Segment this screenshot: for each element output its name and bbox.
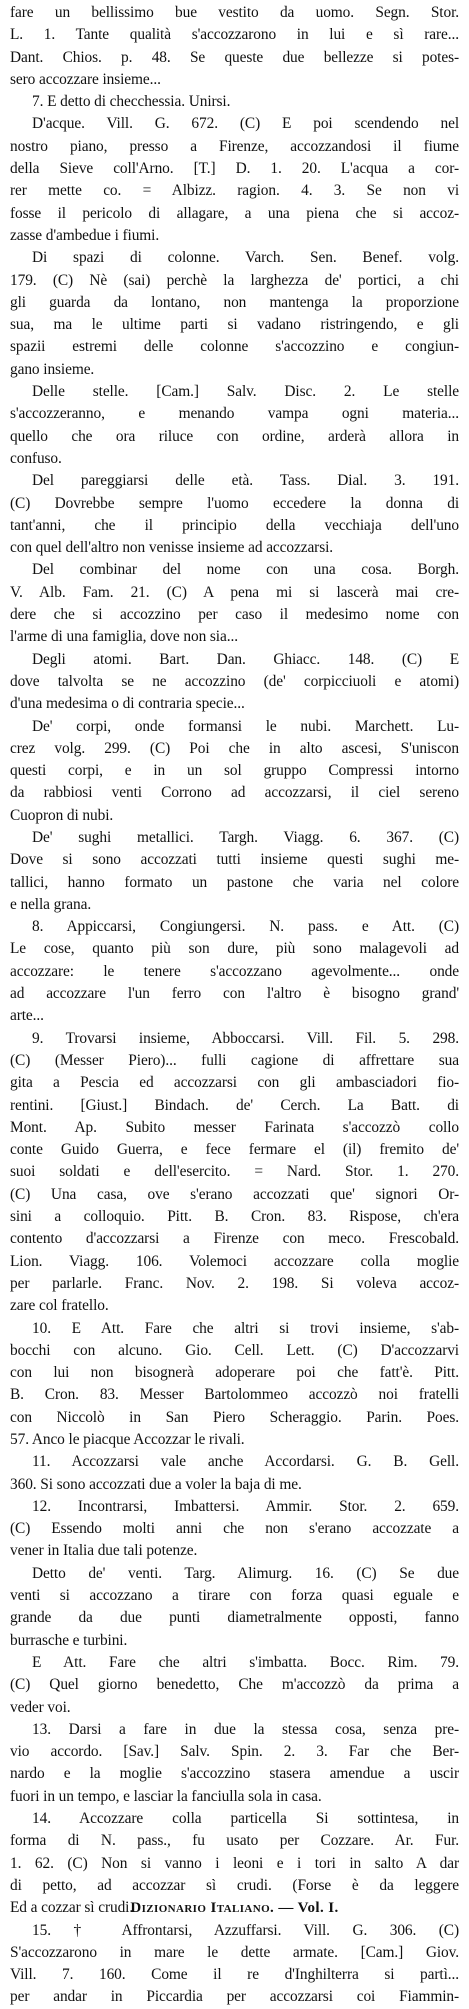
text-line: 57. Anco le piacque Accozzar le rivali. [10, 1431, 245, 1448]
text-line: l'arme di una famiglia, dove non sia... [10, 628, 238, 646]
text-line: dove talvolta se ne accozzino (de' corpicciuoli e atomi) [10, 672, 459, 690]
text-line: rentini. [Giust.] Bindach. de' Cerch. La Batt. di [10, 1096, 459, 1114]
text-line: Le cose, quanto più son dure, più sono malagevoli ad [10, 940, 459, 958]
text-line: crez volg. 299. (C) Poi che in alto ascesi, S'uniscon [10, 739, 459, 757]
text-line: fuori in un tempo, e lasciar la fanciulla sola in casa. [10, 1787, 322, 1805]
text-line: dere che si accozzino per caso il medesimo nome con [10, 606, 459, 624]
text-line: 10. E Att. Fare che altri si trovi insieme, s'ab- [32, 1319, 459, 1337]
text-line: conte Guido Guerra, e fece fermare el (il) fremito de' [10, 1141, 459, 1159]
text-line: d'una medesima o di contraria specie... [10, 695, 245, 713]
text-line: vener in Italia due tali potenze. [10, 1542, 198, 1560]
text-line: sini a colloquio. Pitt. B. Cron. 83. Rispose, ch'era [10, 1208, 459, 1226]
text-line: Mont. Ap. Subito messer Farinata s'accozzò collo [10, 1118, 459, 1136]
text-line: contento d'accozzarsi a Firenze con meco. Frescobald. [10, 1230, 459, 1248]
text-line: 179. (C) Nè (sai) perchè la larghezza de' portici, a chi [10, 271, 459, 289]
text-line: con lui non bisognerà adoperare poi che fatt'è. Pitt. [10, 1364, 459, 1382]
text-line: 14. Accozzare colla particella Si sottintesa, in [32, 1810, 459, 1828]
text-line: Dant. Chios. p. 48. Se queste due bellezze si potes- [10, 48, 459, 66]
text-line: gano insieme. [10, 360, 95, 378]
text-line: per andar in Piccardia per accozzarsi coi Fiammin- [10, 1988, 459, 2006]
text-line: 11. Accozzarsi vale anche Accordarsi. G. B. Gell. [32, 1453, 459, 1471]
text-line: S'accozzarono in mare le dette armate. [Cam.] Giov. [10, 1943, 459, 1961]
text-line: 9. Trovarsi insieme, Abboccarsi. Vill. Fil. 5. 298. [32, 1029, 459, 1047]
text-line: Del combinar del nome con una cosa. Borgh. [32, 561, 459, 579]
footer-separator: — [274, 1900, 298, 1916]
text-line: spazii estremi delle colonne s'accozzino e congiun- [10, 338, 459, 356]
text-line: sua, ma le ultime parti si vadano ristringendo, e gli [10, 316, 459, 334]
text-line: per parlarle. Franc. Nov. 2. 198. Si voleva accoz- [10, 1274, 459, 1292]
text-line: grande da due punti diametralmente opposti, fanno [10, 1609, 459, 1627]
text-line: della Sieve coll'Arno. [T.] D. 1. 20. L'acqua a cor- [10, 160, 459, 178]
text-line: e nella grana. [10, 895, 92, 913]
text-line: di petto, ad accozzar sì crudi. (Forse è da leggere [10, 1876, 459, 1894]
text-line: Delle stelle. [Cam.] Salv. Disc. 2. Le stelle [32, 383, 459, 401]
text-line: quello che ora riluce con ordine, arderà allora in [10, 427, 459, 445]
text-line: De' corpi, onde formansi le nubi. Marchett. Lu- [32, 717, 459, 735]
text-line: (C) Quel giorno benedetto, Che m'accozzò da prima a [10, 1676, 459, 1694]
text-line: 12. Incontrarsi, Imbattersi. Ammir. Stor. 2. 659. [32, 1497, 459, 1515]
text-line: gli guarda da lontano, non mantenga la proporzione [10, 293, 459, 311]
text-line: tant'anni, che il principio della vecchiaja dell'uno [10, 516, 459, 534]
text-line: Cuopron di nubi. [10, 806, 114, 824]
text-line: Ed a cozzar sì crudi. [10, 1899, 134, 1917]
text-line: veder voi. [10, 1698, 71, 1716]
text-line: fosse il pericolo di allagare, a una piena che si accoz- [10, 204, 459, 222]
text-line: De' sughi metallici. Targh. Viagg. 6. 367. (C) [32, 828, 459, 846]
text-line: Lion. Viagg. 106. Volemoci accozzare colla moglie [10, 1252, 459, 1270]
text-line: V. Alb. Fam. 21. (C) A pena mi si lascerà mai cre- [10, 583, 459, 601]
text-line: 15. † Affrontarsi, Azzuffarsi. Vill. G. 306. (C) [32, 1921, 459, 1939]
text-line: 8. Appiccarsi, Congiungersi. N. pass. e Att. (C) [32, 918, 459, 936]
text-line: questi corpi, e in un sol gruppo Compressi intorno [10, 762, 459, 780]
text-line: sero accozzare insieme... [10, 70, 161, 88]
text-line: ad accozzare l'un ferro con l'altro è bisogno grand' [10, 985, 459, 1003]
dictionary-entry-text [10, 2, 459, 2009]
text-line: venti si accozzano a tirare con forza quasi eguale e [10, 1587, 459, 1605]
text-line: (C) Dovrebbe sempre l'uomo eccedere la donna di [10, 494, 459, 512]
text-line: con quel dell'altro non venisse insieme ad accozzarsi. [10, 539, 334, 557]
footer-volume: Vol. I. [297, 1900, 339, 1916]
text-line: tallici, hanno formato un pastone che varia nel colore [10, 873, 459, 891]
text-line: Del pareggiarsi delle età. Tass. Dial. 3. 191. [32, 472, 459, 490]
text-line: bocchi con alcuno. Gio. Cell. Lett. (C) D'accozzarvi [10, 1341, 459, 1359]
text-line: arte... [10, 1007, 44, 1025]
text-line: (C) Una casa, ove s'erano accozzati que' signori Or- [10, 1185, 459, 1203]
text-line: Degli atomi. Bart. Dan. Ghiacc. 148. (C) E [32, 650, 459, 668]
text-line: fare un bellissimo bue vestito da uomo. Segn. Stor. [10, 4, 459, 21]
text-line: gita a Pescia ed accozzarsi con gli ambasciadori fio- [10, 1074, 459, 1092]
text-line: L. 1. Tante qualità s'accozzarono in lui e sì rare... [10, 26, 459, 44]
text-line: Dove si sono accozzati tutti insieme questi sughi me- [10, 851, 459, 869]
page-footer [0, 1896, 469, 1920]
text-line: vio accordo. [Sav.] Salv. Spin. 2. 3. Far che Ber- [10, 1743, 459, 1761]
text-line: accozzare: le tenere s'accozzano agevolmente... onde [10, 962, 459, 980]
text-line: burrasche e turbini. [10, 1631, 128, 1649]
text-line: 7. E detto di checchessia. Unirsi. [32, 93, 231, 111]
text-line: 13. Darsi a fare in due la stessa cosa, senza pre- [32, 1720, 459, 1738]
text-line: (C) Essendo molti anni che non s'erano accozzate a [10, 1520, 459, 1538]
footer-title: Dizionario Italiano. [130, 1900, 275, 1916]
text-line: B. Cron. 83. Messer Bartolommeo accozzò noi fratelli [10, 1386, 459, 1404]
text-line: Detto de' venti. Targ. Alimurg. 16. (C) Se due [32, 1564, 459, 1582]
text-line: forma di N. pass., fu usato per Cozzare. Ar. Fur. [10, 1832, 459, 1850]
text-line: 360. Si sono accozzati due a voler la baja di me. [10, 1475, 302, 1493]
text-line: E Att. Fare che altri s'imbatta. Bocc. Rim. 79. [32, 1653, 459, 1671]
text-line: 1. 62. (C) Non si vanno i leoni e i tori in salto A dar [10, 1854, 459, 1872]
text-line: Vill. 7. 160. Come il re d'Inghilterra si partì... [10, 1966, 459, 1984]
text-line: D'acque. Vill. G. 672. (C) E poi scendendo nel [32, 115, 459, 133]
text-line: s'accozzeranno, e menando vampa ogni materia... [10, 405, 459, 423]
text-line: zare col fratello. [10, 1297, 109, 1315]
text-line: (C) (Messer Piero)... fulli cagione di affrettare sua [10, 1051, 459, 1069]
text-line: con Niccolò in San Piero Scheraggio. Parin. Poes. [10, 1408, 459, 1426]
text-line: zasse d'ambedue i fiumi. [10, 226, 160, 244]
text-line: Di spazi di colonne. Varch. Sen. Benef. volg. [32, 249, 459, 267]
text-line: nardo e la moglie s'accozzino stasera amendue a uscir [10, 1765, 459, 1783]
text-line: confuso. [10, 449, 62, 467]
text-line: suoi soldati e dell'esercito. = Nard. Stor. 1. 270. [10, 1163, 459, 1181]
text-line: nostro piano, presso a Firenze, accozzandosi il fiume [10, 137, 459, 155]
text-line: da rabbiosi venti Corrono ad accozzarsi, il ciel sereno [10, 784, 459, 802]
text-line: rer mette co. = Albizz. ragion. 4. 3. Se non vi [10, 182, 459, 200]
